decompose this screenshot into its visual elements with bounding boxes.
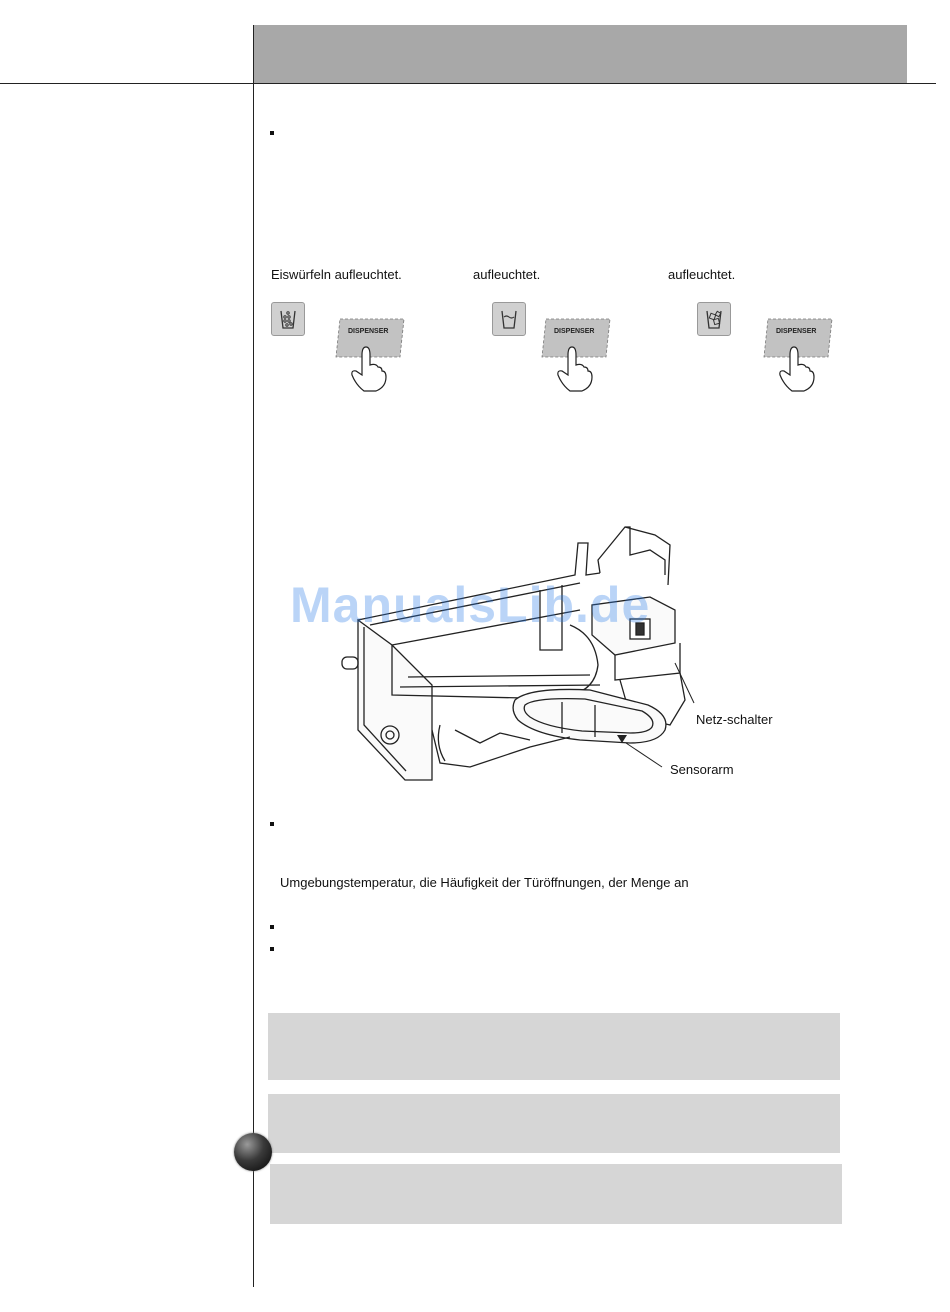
ice-maker-illustration: [330, 515, 700, 790]
info-box-2: [268, 1094, 840, 1153]
mode-caption-water: aufleuchtet.: [473, 267, 541, 282]
crushed-ice-icon: [271, 302, 305, 336]
label-sensor-arm: Sensorarm: [670, 762, 734, 777]
bullet: [270, 947, 274, 951]
dispenser-button-cubes[interactable]: [762, 315, 836, 393]
watermark: ManualsLib.de: [290, 577, 651, 633]
bullet: [270, 822, 274, 826]
water-icon: [492, 302, 526, 336]
info-box-3: [270, 1164, 842, 1224]
bullet: [270, 925, 274, 929]
dispenser-label: DISPENSER: [348, 328, 389, 335]
dispenser-label: DISPENSER: [554, 328, 595, 335]
label-power-switch: Netz-schalter: [696, 712, 773, 727]
ice-cubes-icon: [697, 302, 731, 336]
dispenser-button-water[interactable]: [540, 315, 614, 393]
top-rule: [0, 83, 936, 84]
header-bar: [253, 25, 907, 83]
note-line: Umgebungstemperatur, die Häufigkeit der Türöffnungen, der Menge an: [280, 875, 689, 890]
mode-caption-cubes: aufleuchtet.: [668, 267, 736, 282]
bullet: [270, 131, 274, 135]
dispenser-label: DISPENSER: [776, 328, 817, 335]
decorative-sphere: [234, 1133, 272, 1171]
side-rule: [253, 25, 254, 1287]
dispenser-button-crushed[interactable]: [334, 315, 408, 393]
info-box-1: [268, 1013, 840, 1080]
mode-caption-crushed: Eiswürfeln aufleuchtet.: [271, 267, 402, 282]
